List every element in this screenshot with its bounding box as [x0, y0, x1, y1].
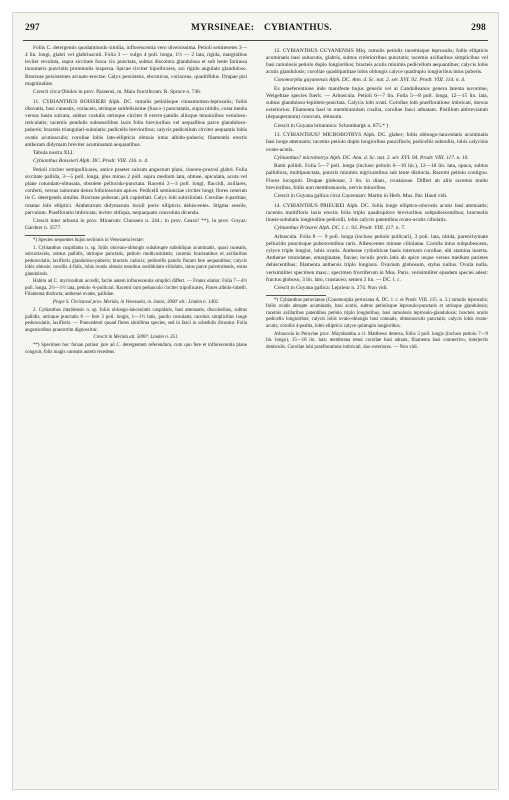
page-number-right: 298 — [471, 23, 486, 33]
footnote-rule — [266, 295, 326, 296]
running-head-right: CYBIANTHUS. — [264, 23, 332, 33]
species-heading: 13. CYBIANTHUS? MICROBOTRYS Alph. DC. glaber; foliis oblongo-lanceolatis acuminatis basi longe attenuatis; racemis petiolo duplo longioribus paucifloris; pedicellis subnullis, lobis calycinis ovato-acutis. — [266, 132, 488, 153]
locality-note: Crescit in Guyana britannica: Schomburgk n. 875.* ) — [274, 122, 389, 129]
header-rule — [23, 40, 488, 41]
locality-note: Crescit in Guyana gallica circa Cayennam: Martin in Herb. Mus. Par. Haud vidi. — [274, 193, 448, 200]
locality-note: Crescit circa Obidos in prov. Paraensi, m. Maio fructiferam: R. Spruce n. 746. — [33, 89, 202, 96]
species-heading: 14. CYBIANTHUS PRIEUREI Alph. DC. foliis longe elliptico-obovatis acutis basi attenuatis; racemis multifloris laxis erectis folia triplo quadruplove brevioribus subpubescentibus; bracteolis linear-subulatis longitudine pedicelli, lobis calycis patentibus ovato-acutis ciliolatis. — [266, 202, 488, 224]
locality-note: Tabula nostra XLI. — [33, 150, 74, 157]
footnote-paragraph: Habitu ad C. myricoidum accedit, facile autem inflorescentia simplici differt. — Frutex elatior. Folia 7—4½ poll. longa, 2½—1½ lata, petiolo ¾-pollicari. Racemi cum pedunculo circiter tripollicares. Flores albido-rubelli. Filamenta distincta; antherae ovales, pallidae. — [25, 279, 247, 298]
footnote-paragraph: *) Species sequentes hujus sectionis in Venezuela lectae: — [33, 238, 144, 244]
footnote-paragraph: 2. Cybianthus meridensis n. sp. foliis oblongo-lanceolatis cuspidatis, basi attenuatis, discoloribus, subtus pallidis, utrinque punctatis 8 — fere 3 poll. longis, 1—1½ latis, paullo costulatis; racemis simplicibus longe pedunculatis, laxifloris. — Praecedenti quoad flores simillima species, sed in fasci in schedulis dicuntur. Folia angustioribus praecertim dignoscitur. — [25, 308, 247, 333]
synonym-line: Cybianthus? microbotrys Alph. DC. Ann. d. Sc. nat. 2. sér. XVI. 94. Prodr. VIII. 117. n. 10. — [274, 154, 469, 161]
body-paragraph: Foliis C. detergentis quodammodo similia, inflorescentia vero diversissima. Petioli semiteretes 3—4 lin. longi, glabri vel glabriusculi. Folia 3 — vulgo 4 poll. longa, 1½ — 2 lata, rigida, marginibus leviter revoluta, supra siccitate fusca vix punctata, subtus discolora glandulosa et sub lente farinosa innumeris punctulis prominulis inspersa. Spicae circiter bipollicares, axi rigido angulato glanduloso. Bracteae persistentes arcuato-erectae. Calyx persistens, ebconicus, coriaceus, quadrifidus. Drupae pisi magnitudine. — [25, 45, 247, 87]
right-column — [266, 45, 488, 352]
page-number-left: 297 — [25, 23, 40, 33]
page-header — [13, 23, 498, 39]
left-column — [25, 45, 247, 357]
footnote-paragraph: Arbuscula in Peruviae prov. Maynbamba a cl. Matthews detecta, foliis 3 poll. longis (incluso petiolo 7—9 lin. longo), 15—18 lin. lata; membrana tenui corollae basi adnata, filamenta basi connectivo, interjectis denticulis. Corollae lobi praefloratione imbricati, duo exteriores. — Non vidi. — [266, 331, 488, 350]
footnote-paragraph: **) Specimen hoc forsan potiusr jure ad C. detergentem referendum, cum quo fere et inflorescentia plane congruit, folis magis cuneatis autem recedens. — [25, 343, 247, 355]
synonym-line: Conomorpha guyanensis Alph. DC. Ann. d. Sc. nat. 2. sér. XVI. 92. Prodr. VIII. 114. n. 4. — [274, 77, 466, 84]
footnote-paragraph: 1. Cybianthus cuspidatus n. sp. foliis obovato-oblongis subabrupte subobliquo acuminatis, quasi cuneatis, subcoriaceis, subtus pallidis, utrinque punctatis, petiolo multicostulatis; racemis bracteatibus et axillaribus pedunculatis, laxifloris glanduloso-puberis; bracteis caducis; pedicellis patulis floram fere aequantibus; calycis lobis obtusis; corollis 4-fidis, lobis ovatis obtusis tenuibus sordidulato-ciliolatis, intus parce pulverulentis, extus glandulosis. — [25, 245, 247, 277]
body-paragraph: Petioli circiter semipollicares, antice praeter sulcum angustum plani, cinereo-prurosi glabri. Folia siccitate pallida, 3—5 poll. longa, plus minus 2 poll. supra medium lata, obtuse, apiculata, acuta vel plane rotundato-obtusata, obsolete pellucido-punctata. Racemi 2—3 poll. longi, flaccidi, axillares, conferti, versus ramorum denes foliolosorum apices. Pedicelli semiunciae circiter longi; flores ceterum iis C. detergentis similes. Bracteae puberae; pili capitellati. Calyx lobi subciliolati. Corollae 4-partitae, rotatae lobi elliptici. Antherarum didymarum loculi porie ellipticis dehiscentes. Stigma sessile, parvulum. Praefloratio imbricata; leviter obliqua, nequaquam convoluta dicenda. — [25, 166, 247, 216]
synonym-line: Cybianthus Prieurei Alph. DC. l. c. 93. Prodr. VIII. 117. n. 7. — [274, 225, 406, 232]
running-head-left: MYRSINEAE: — [191, 23, 255, 33]
locality-note: Crescit in Guyana gallica: Leprieur n. 274. Non vidi. — [274, 285, 388, 292]
species-heading: 11. CYBIANTHUS BOISSIERI Alph. DC. ramulis petiolisque cinnamomeo-leprosulis; foliis obovatis, basi cuneatis, coriaceis, utrinque subfellsisime (fusco-) punctatatis, supra nitidis, costa media versus basin sulcata, subtus costulis utrinque circiter 8 erecto-patulis aliisque tenuioribus venuloso-reticulatis; racemis pendulis subsessilibus laxis folio brevioribus vel aequalibus parce glanduloso-puberis; bracteis triangulari-subulatis; pedicello brevioribus; calycis pedicellum circiter aequantis lobis ovatis acutiusculis; corollae lobis lato-ellipticis obtusis intus albido-puberis; filamentis erectis antheram didymam breviter acuminatam aequantibus. — [25, 98, 247, 148]
body-paragraph: Ex praeferentione inde manifeste hujus generis vel ai Candolleanus genera latenta novumne, Weigeltiae species fuerit. — Arbuscula. Petioli 6—7 lin. Folia 5—8 poll. longa, 12—15 lin. lata, subtus glanduloso-lepidoto-punctata. Calycis lobi ovati. Corollae lobi praefloratione imbricati, dorsus exteriorius. Filamenta basi in membranulam coalita, corollae fauci adnatam. Pistillum abbreviatum (depauperatum) conicum, obtusum. — [266, 85, 488, 121]
footnote-locality: Crescit in Merida alt. 5000': Linden n. 351. — [93, 335, 179, 341]
footnote-locality: Prope S. Christoval prov. Merida, in Venezuela, m. Junio; 3000' alt.: Linden n. 1402. — [52, 300, 220, 306]
footnote-rule — [25, 235, 85, 236]
species-heading: 12. CYBIANTHUS GUYANENSIS Miq. ramulis petiolis racemisque leprosulis; foliis ellipticis acuminatis basi subacutis, glabris, subtus crebriorribus punctatis; racemis axillaribus simplicibus vel basi ramulosis petiolo duplo longioribus; bracteis acutis minimis pedicellum aequantibus; calycis lobis acutis glandulosis; corollae quadripartitae lobis oblongis calyce quadruplo longioribus intus puberis. — [266, 47, 488, 75]
body-paragraph: Rami pollidi. Folia 5—7 poll. longa (incluso petiolo 6—10 lin.), 12—18 lin. lata, opaca, subtus pallidiora, multipunctata, punctis minimis nigricantibus sub lente distincta. Racemi petiolo contiguo. Flores incogniti. Drupae globosae, 3 lin. in diam., crustaceae. Differt ab aliis racemis multo brevioribus, foliis non membranaceis, nervis minoribus. — [266, 163, 488, 191]
book-page — [12, 12, 499, 790]
locality-note: Crescit inter arbusta in prov. Minarum: Claussen n. 244.; in prov. Ceara? **), in prov. Goyaz: Gardner n. 3577. — [25, 218, 247, 232]
footnote-paragraph: *) Cybianthus peruvianus (Conomorpha peruviana A. DC. l. c. et Prodr. VIII. 115. n. 3.) ramulis leprosulis; foliis ovatis abrupte acuminatis, basi acutis, subtus petiolisque leprosulo-punctatis et utrinque glandulosis; racemis axillaribus patentibus petiolo triplo longioribus, basi ramulosis leprosulo-glandulosis; bracteis acutis pedicello longioribus; calycis lobis ovato-oblongis basi connatis, obtusiusculis punctatis; calycis lobis ovato-acutis; corollis 4-partita, lobis ellipticis calyce quintuplo longioribus. — [266, 297, 488, 329]
body-paragraph: Arbuscula. Folia 8 — 9 poll. longa (incluso petiolo pollicari), 3 poll. lata, nitida, parenchymate pellucido punctisque pubescentibus raris. Albescentes minute ciliolatae. Corolla intus subpubescens, cylyce triple longior, lobis ovatis. Antherae cylindricae basis internam corollae, ubi stamina inserta. Antherae rotundatae, emarginatae, flavae; loculis porin latis ab apice usque versus medium parietes dehiscentibus; filamenta anthersis triplo longiora. Ovarium globosum, stylus nullus. Ovula nulla, verisimiliter specimen masc.; specimen fructiferum in Mus. Paris. verisimiliter ejusdem speciei adest: fructus globoso, 3 lin. lato, crustaceo; semen 2 lin. — DC. l. c. — [266, 233, 488, 283]
synonym-line: Cybianthus Boissieri Alph. DC. Prodr. VIII. 116. n. 4. — [33, 158, 149, 165]
